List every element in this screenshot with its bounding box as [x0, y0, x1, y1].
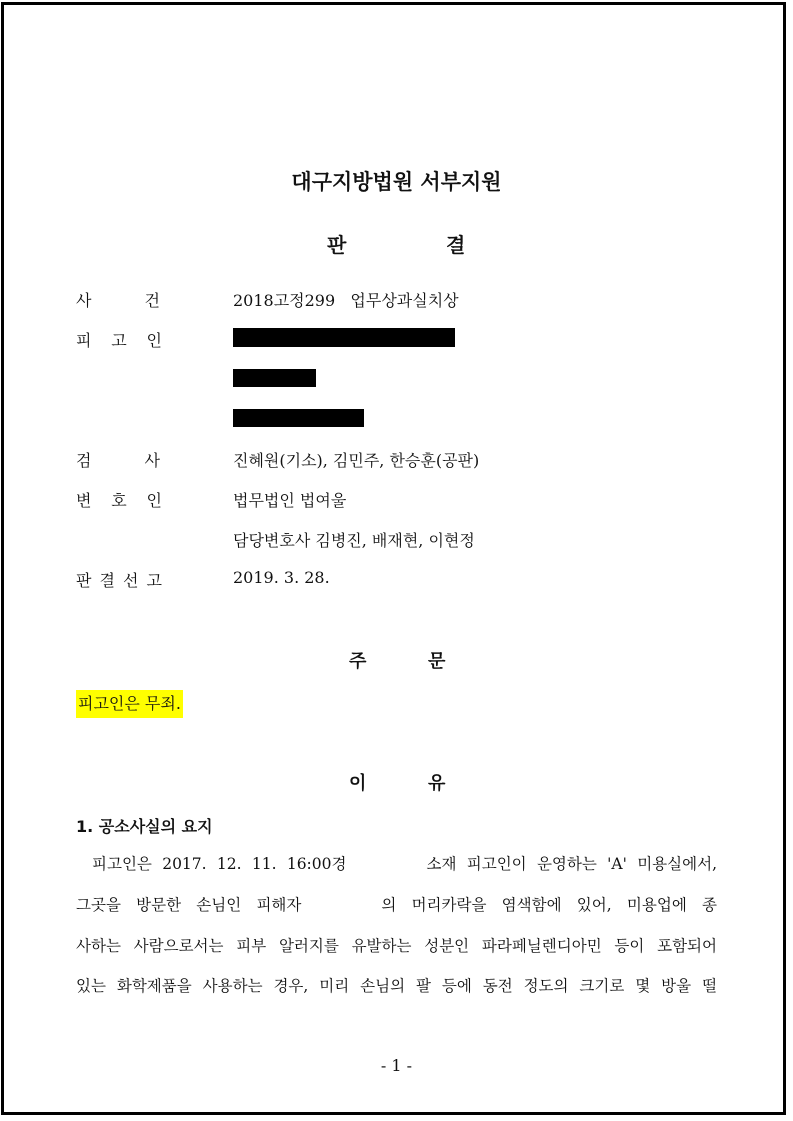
body-line-2-part-b: 의 머리카락을 염색함에 있어, 미용업에 종 [381, 896, 717, 914]
ruling-text: 피고인은 무죄. [76, 690, 183, 718]
defendant-label [76, 328, 162, 351]
redaction-bar-defendant-address [233, 409, 364, 427]
reason-heading-char-1: 이 [349, 773, 367, 794]
verdict-date-label-char-2: 결 [99, 571, 115, 590]
page-number: - 1 - [380, 1056, 413, 1075]
counsel-attorneys: 담당변호사 김병진, 배재현, 이현정 [233, 531, 475, 550]
redaction-bar-defendant-name [233, 328, 455, 347]
body-line-2-part-a: 그곳을 방문한 손님인 피해자 [76, 896, 302, 914]
body-line-1-part-b: 소재 피고인이 운영하는 'A' 미용실에서, [426, 855, 717, 873]
case-label [76, 288, 160, 311]
section-title-summary: 1. 공소사실의 요지 [76, 817, 213, 836]
case-value: 2018고정299 업무상과실치상 [233, 291, 459, 310]
defendant-label-char-2: 고 [111, 331, 127, 350]
doc-title-char-1: 판 [327, 233, 347, 257]
verdict-date-label-char-4: 고 [146, 571, 162, 590]
doc-title-char-2: 결 [446, 233, 466, 257]
counsel-label-char-3: 인 [146, 491, 162, 510]
counsel-label-char-1: 변 [76, 491, 92, 510]
counsel-label [76, 488, 162, 511]
prosecutor-label-char-1: 검 [76, 451, 92, 470]
defendant-label-char-3: 인 [146, 331, 162, 350]
verdict-date-label-char-1: 판 [76, 571, 92, 590]
body-line-1-part-a: 피고인은 2017. 12. 11. 16:00경 [92, 855, 347, 873]
order-heading-char-1: 주 [349, 651, 367, 672]
counsel-label-char-2: 호 [111, 491, 127, 510]
court-name: 대구지방법원 서부지원 [291, 170, 502, 194]
verdict-date-label [76, 568, 162, 591]
prosecutor-value: 진혜원(기소), 김민주, 한승훈(공판) [233, 451, 480, 470]
order-heading-char-2: 문 [428, 651, 446, 672]
prosecutor-label-char-2: 사 [144, 451, 160, 470]
verdict-date-label-char-3: 선 [123, 571, 139, 590]
case-label-char-2: 건 [144, 291, 160, 310]
body-line-3: 사하는 사람으로서는 피부 알러지를 유발하는 성분인 파라페닐렌디아민 등이 포함되어 [76, 937, 717, 955]
case-label-char-1: 사 [76, 291, 92, 310]
prosecutor-label [76, 448, 160, 471]
redaction-bar-defendant-info [233, 369, 316, 387]
counsel-firm: 법무법인 법여울 [233, 491, 347, 510]
body-line-1 [92, 852, 717, 874]
body-line-2 [76, 893, 717, 915]
verdict-date-value: 2019. 3. 28. [233, 568, 330, 587]
defendant-label-char-1: 피 [76, 331, 92, 350]
body-line-4: 있는 화학제품을 사용하는 경우, 미리 손님의 팔 등에 동전 정도의 크기로 몇 방울 떨 [76, 977, 717, 995]
reason-heading-char-2: 유 [428, 773, 446, 794]
